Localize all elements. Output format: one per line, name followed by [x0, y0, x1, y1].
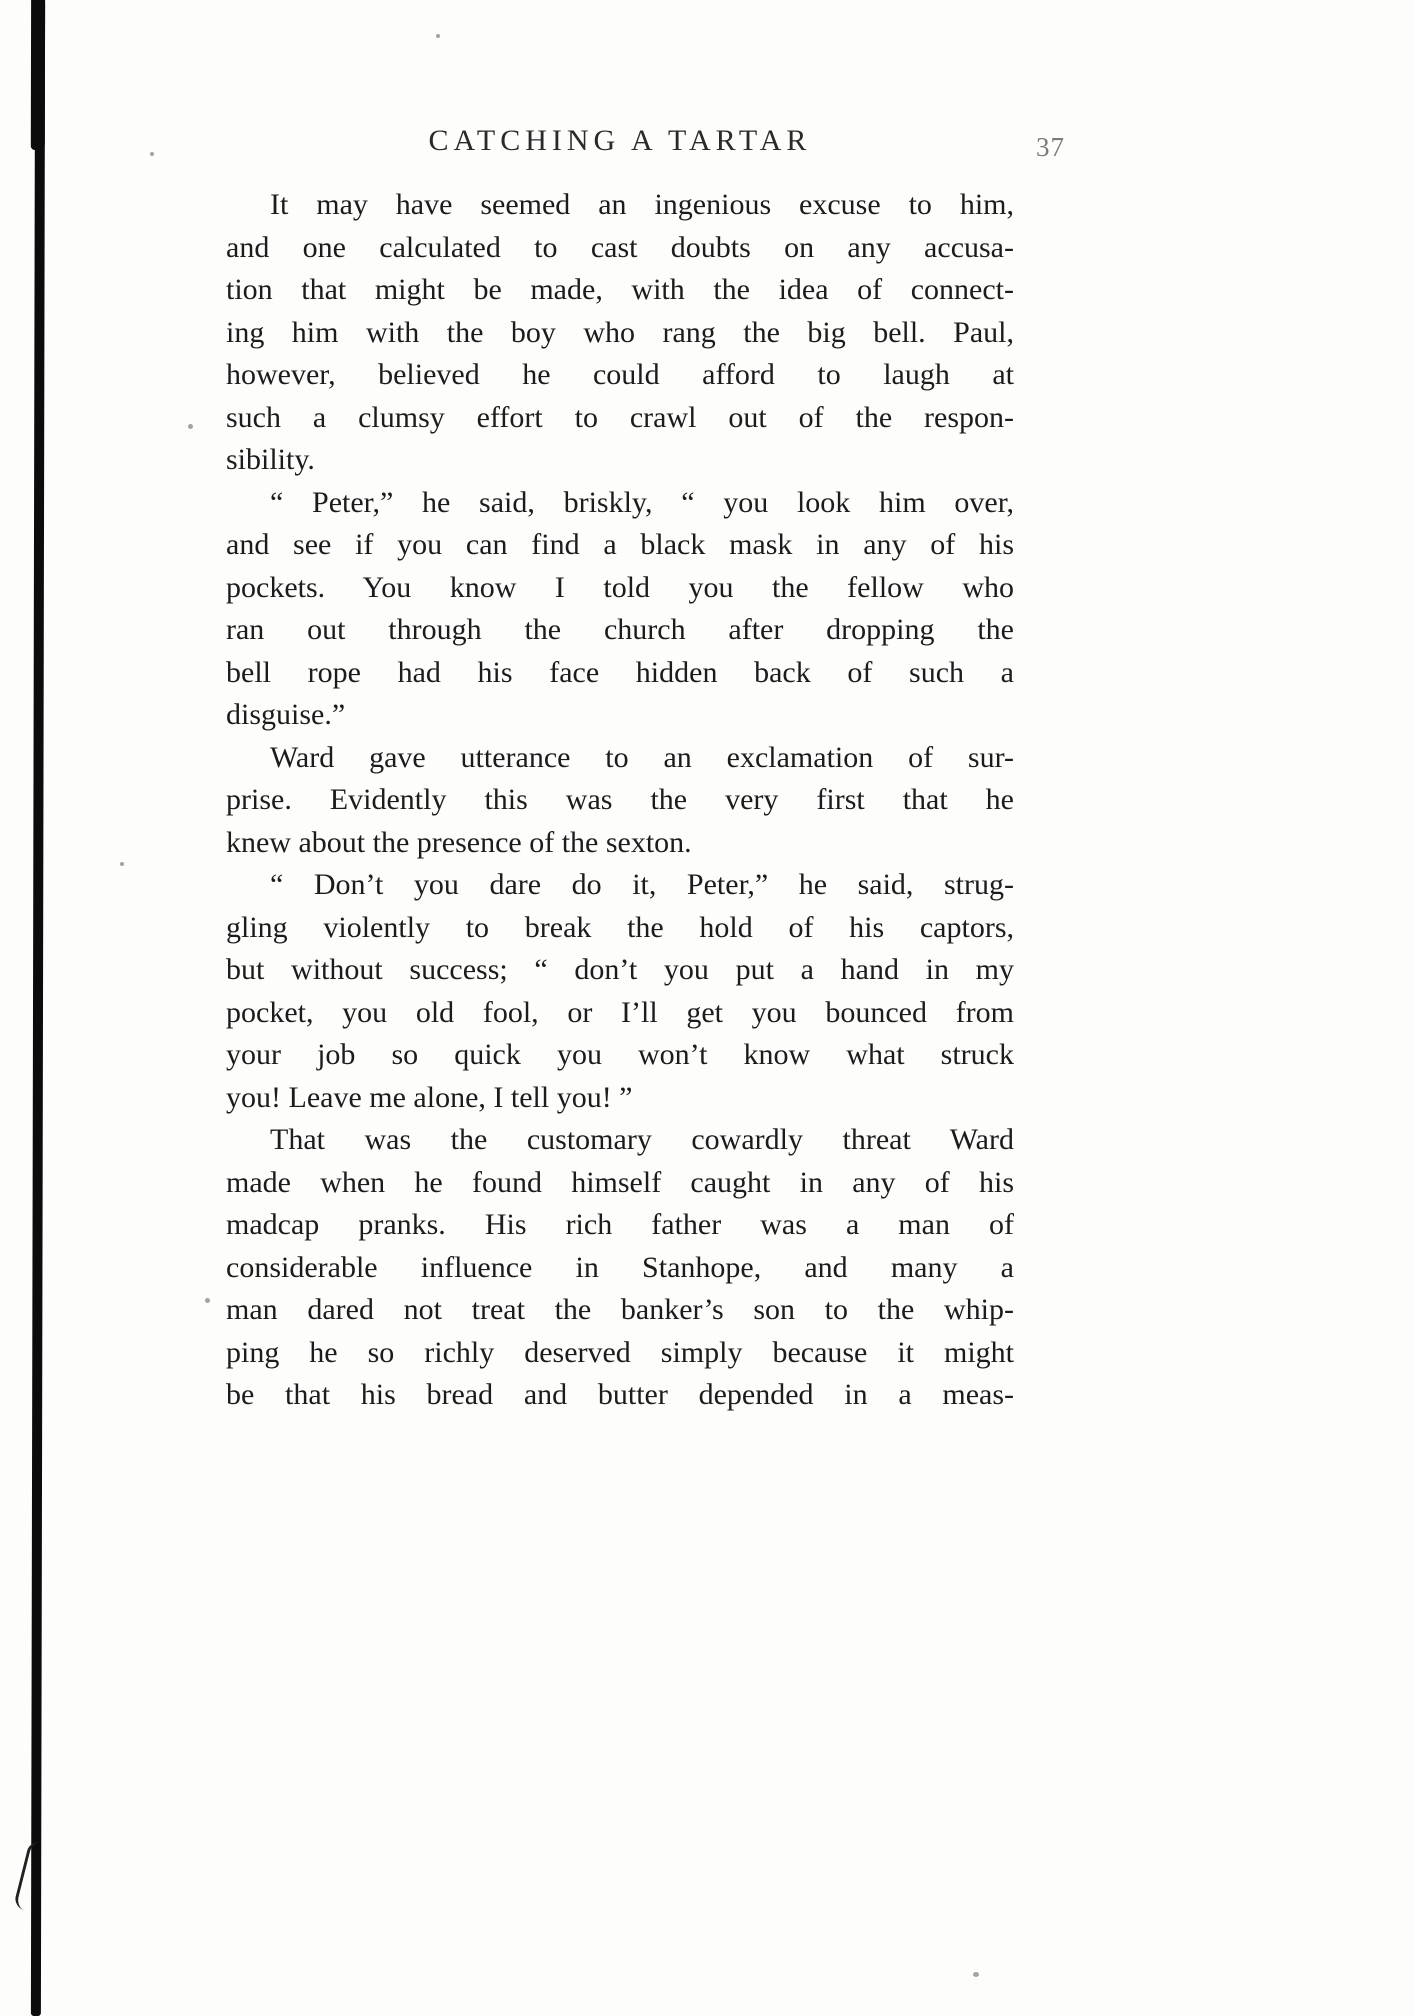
text-line: but without success; “ don’t you put a hand in my — [226, 953, 1014, 986]
text-line: you! Leave me alone, I tell you! ” — [226, 1080, 633, 1114]
text-line: ing him with the boy who rang the big bell. Paul, — [226, 315, 1014, 349]
text-line: tion that might be made, with the idea of connect- — [226, 273, 1014, 306]
page-number: 37 — [1036, 132, 1065, 162]
text-line: madcap pranks. His rich father was a man of — [226, 1208, 1014, 1241]
text-line: pocket, you old fool, or I’ll get you bounced from — [226, 995, 1014, 1029]
page-body — [226, 184, 1014, 1417]
text-line: man dared not treat the banker’s son to the whip- — [226, 1293, 1014, 1326]
scan-speck — [120, 862, 124, 866]
text-line: knew about the presence of the sexton. — [226, 825, 692, 859]
text-line: It may have seemed an ingenious excuse to him, — [270, 188, 1014, 221]
scan-speck — [188, 424, 193, 429]
text-line: “ Peter,” he said, briskly, “ you look him over, — [270, 485, 1014, 519]
book-spine-shadow — [31, 0, 45, 2016]
text-line: Ward gave utterance to an exclamation of sur- — [270, 740, 1014, 774]
text-line: be that his bread and butter depended in a meas- — [226, 1378, 1014, 1411]
text-line: and one calculated to cast doubts on any accusa- — [226, 230, 1014, 264]
scan-speck — [436, 34, 440, 38]
text-line: considerable influence in Stanhope, and many a — [226, 1250, 1014, 1284]
text-line: made when he found himself caught in any of his — [226, 1165, 1014, 1199]
text-line: sibility. — [226, 443, 315, 476]
text-line: however, believed he could afford to laugh at — [226, 358, 1014, 391]
scan-speck — [150, 152, 154, 156]
text-line: such a clumsy effort to crawl out of the respon- — [226, 400, 1014, 434]
scan-speck — [205, 1298, 210, 1303]
text-line: your job so quick you won’t know what struck — [226, 1038, 1014, 1071]
text-line: disguise.” — [226, 698, 346, 731]
text-line: ping he so richly deserved simply because it might — [226, 1335, 1014, 1369]
text-column — [226, 124, 1014, 1417]
text-line: bell rope had his face hidden back of such a — [226, 655, 1014, 689]
text-line: and see if you can find a black mask in any of his — [226, 528, 1014, 561]
text-line: That was the customary cowardly threat Ward — [270, 1123, 1014, 1156]
text-line: ran out through the church after dropping the — [226, 613, 1014, 646]
text-line: prise. Evidently this was the very first that he — [226, 783, 1014, 816]
text-line: gling violently to break the hold of his captors, — [226, 910, 1014, 944]
text-line: pockets. You know I told you the fellow who — [226, 570, 1014, 604]
running-header-title: CATCHING A TARTAR — [428, 124, 812, 157]
scan-speck — [973, 1972, 979, 1977]
text-line: “ Don’t you dare do it, Peter,” he said, strug- — [270, 868, 1014, 901]
